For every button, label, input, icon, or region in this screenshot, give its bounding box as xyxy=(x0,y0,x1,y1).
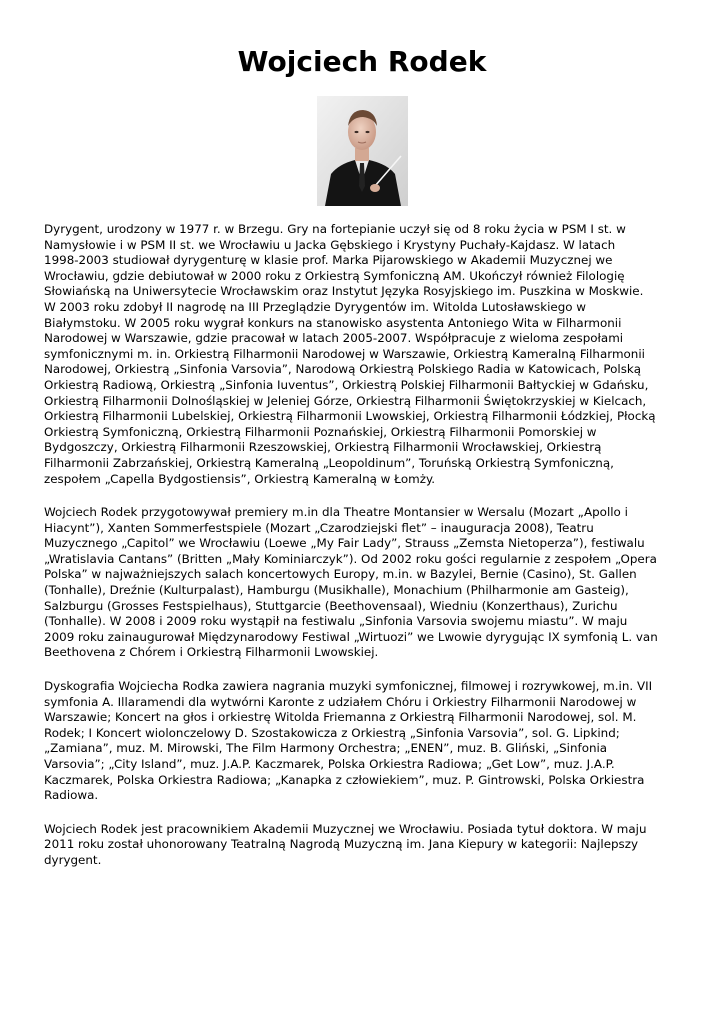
paragraph-line: Polska” w najważniejszych salach koncertowych Europy, m.in. w Bazylei, Bernie (Casino), St. Gallen xyxy=(44,567,637,582)
paragraph-line: (Tonhalle), Dreźnie (Kulturpalast), Hamburgu (Musikhalle), Monachium (Philharmonie am Gasteig), xyxy=(44,583,629,598)
paragraph-line: Warszawie; Koncert na głos i orkiestrę Witolda Friemanna z Orkiestrą Filharmonii Narodowej, sol. M. xyxy=(44,710,637,725)
paragraph-line: Orkiestrą Radiową, Orkiestrą „Sinfonia Iuventus”, Orkiestrą Polskiej Filharmonii Bałtyckiej w Gdańsku, xyxy=(44,377,649,392)
paragraph-line: Dyrygent, urodzony w 1977 r. w Brzegu. Gry na fortepianie uczył się od 8 roku życia w PSM I st. w xyxy=(44,222,626,236)
paragraph-line: Narodowej w Warszawie, gdzie pracował w latach 2005-2007. Współpracuje z wieloma zespołami xyxy=(44,331,624,346)
paragraph-line: Bydgoszczy, Orkiestrą Filharmonii Rzeszowskiej, Orkiestrą Filharmonii Wrocławskiej, Orkiestrą xyxy=(44,440,602,455)
body-paragraph xyxy=(44,679,682,804)
paragraph-line: „Zamiana”, muz. M. Mirowski, The Film Harmony Orchestra; „ENEN”, muz. B. Gliński, „Sinfonia xyxy=(44,741,608,756)
paragraph-line: Radiowa. xyxy=(44,788,99,803)
paragraph-line: zespołem „Capella Bydgostiensis”, Orkiestrą Kameralną w Łomży. xyxy=(44,471,436,486)
paragraph-line: dyrygent. xyxy=(44,852,102,867)
paragraph-line: Hiacynt”), Xanten Sommerfestspiele (Mozart „Czarodziejski flet” – inauguracja 2008), Teatru xyxy=(44,520,594,535)
paragraph-line: Varsovia”; „City Island”, muz. J.A.P. Kaczmarek, Polska Orkiestra Radiowa; „Get Low”, muz. J.A.P. xyxy=(44,757,615,771)
paragraph-line: Beethovena z Chórem i Orkiestrą Filharmonii Lwowskiej. xyxy=(44,645,379,660)
paragraph-line: Wojciech Rodek przygotowywał premiery m.in dla Theatre Montansier w Wersalu (Mozart „Apollo i xyxy=(44,505,628,520)
paragraph-line: Filharmonii Zabrzańskiej, Orkiestrą Kameralną „Leopoldinum”, Toruńską Orkiestrą Symfoniczną, xyxy=(44,455,614,470)
paragraph-line: Słowiańską na Uniwersytecie Wrocławskim oraz Instytut Języka Rosyjskiego im. Puszkina w Moskwie. xyxy=(44,284,644,299)
paragraph-line: Salzburgu (Grosses Festspielhaus), Stuttgarcie (Beethovensaal), Wiedniu (Konzerthaus), Zurichu xyxy=(44,598,618,613)
article-body xyxy=(44,222,682,887)
paragraph-line: symfonicznymi m. in. Orkiestrą Filharmonii Narodowej w Warszawie, Orkiestrą Kameralną Filharmonii xyxy=(44,346,645,361)
body-paragraph xyxy=(44,222,682,487)
paragraph-line: Wojciech Rodek jest pracownikiem Akademii Muzycznej we Wrocławiu. Posiada tytuł doktora. W maju xyxy=(44,821,647,836)
paragraph-line: „Wratislavia Cantans” (Britten „Mały Kominiarczyk”). Od 2002 roku gości regularnie z zespołem „Opera xyxy=(44,551,657,566)
paragraph-line: Orkiestrą Filharmonii Dolnośląskiej w Jeleniej Górze, Orkiestrą Filharmonii Świętokrzyskiej w Kielcach, xyxy=(44,393,647,408)
paragraph-line: Wrocławiu, gdzie debiutował w 2000 roku z Orkiestrą Symfoniczną AM. Ukończył również Filologię xyxy=(44,268,625,283)
portrait-photo xyxy=(317,96,408,206)
paragraph-line: W 2003 roku zdobył II nagrodę na III Przeglądzie Dyrygentów im. Witolda Lutosławskiego w xyxy=(44,299,587,314)
body-paragraph xyxy=(44,505,682,661)
paragraph-line: 2011 roku został uhonorowany Teatralną Nagrodą Muzyczną im. Jana Kiepury w kategorii: Najlepszy xyxy=(44,837,639,852)
paragraph-line: Narodowej, Orkiestrą „Sinfonia Varsovia”, Narodową Orkiestrą Polskiego Radia w Katowicach, Polską xyxy=(44,362,642,377)
paragraph-line: 2009 roku zainaugurował Międzynarodowy Festiwal „Wirtuozi” we Lwowie dyrygując IX symfonią L. van xyxy=(44,629,658,644)
paragraph-line: Orkiestrą Symfoniczną, Orkiestrą Filharmonii Poznańskiej, Orkiestrą Filharmonii Pomorskiej w xyxy=(44,424,597,439)
paragraph-line: Muzycznego „Capitol” we Wrocławiu (Loewe „My Fair Lady”, Strauss „Zemsta Nietoperza”), festiwalu xyxy=(44,536,645,551)
paragraph-line: Dyskografia Wojciecha Rodka zawiera nagrania muzyki symfonicznej, filmowej i rozrywkowej, m.in. VII xyxy=(44,679,653,694)
paragraph-line: Orkiestrą Filharmonii Lubelskiej, Orkiestrą Filharmonii Lwowskiej, Orkiestrą Filharmonii Łódzkiej, Płocką xyxy=(44,409,656,424)
paragraph-line: symfonia A. Illaramendi dla wytwórni Karonte z udziałem Chóru i Orkiestry Filharmonii Narodowej w xyxy=(44,694,637,709)
paragraph-line: Namysłowie i w PSM II st. we Wrocławiu u Jacka Gębskiego i Krystyny Puchały-Kajdasz. W latach xyxy=(44,237,616,252)
paragraph-line: Białymstoku. W 2005 roku wygrał konkurs na stanowisko asystenta Antoniego Wita w Filharmonii xyxy=(44,315,622,330)
paragraph-line: 1998-2003 studiował dyrygenturę w klasie prof. Marka Pijarowskiego w Akademii Muzycznej we xyxy=(44,253,613,268)
paragraph-line: Kaczmarek, Polska Orkiestra Radiowa; „Kanapka z człowiekiem”, muz. P. Gintrowski, Polska Orkiestra xyxy=(44,772,645,787)
body-paragraph xyxy=(44,822,682,869)
paragraph-line: Rodek; I Koncert wiolonczelowy D. Szostakowicza z Orkiestrą „Sinfonia Varsovia”, sol. G. Lipkind; xyxy=(44,725,620,740)
page-title: Wojciech Rodek xyxy=(237,45,487,78)
paragraph-line: (Tonhalle). W 2008 i 2009 roku wystąpił na festiwalu „Sinfonia Varsovia swojemu miastu”. W maju xyxy=(44,614,628,629)
